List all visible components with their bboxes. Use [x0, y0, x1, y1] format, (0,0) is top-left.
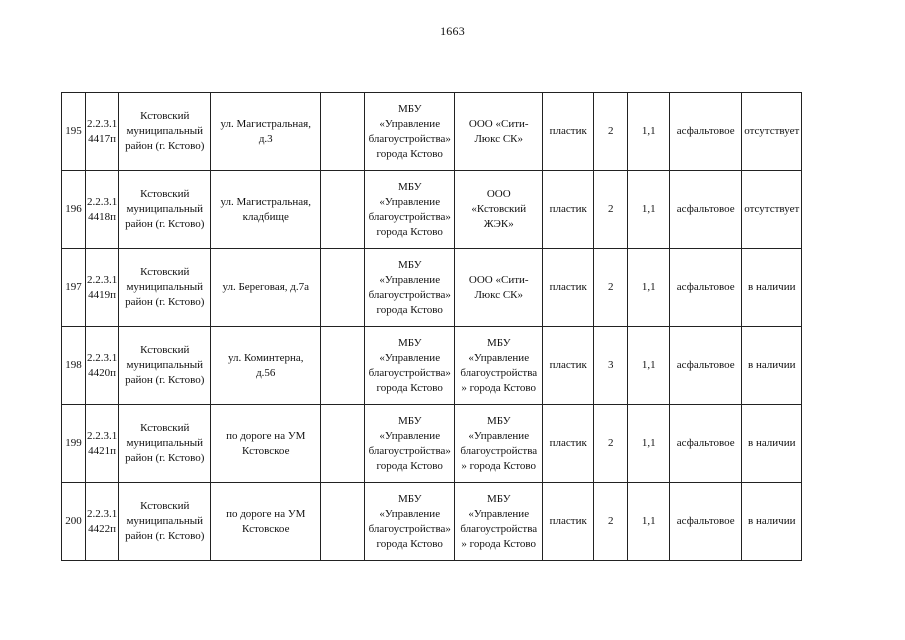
cell-owner-line: «Управление	[379, 507, 441, 520]
table-row	[62, 327, 802, 405]
table-row	[62, 171, 802, 249]
cell-organization	[455, 483, 543, 561]
cell-number: 196	[62, 171, 86, 249]
cell-surface: асфальтовое	[670, 405, 742, 483]
cell-address-line: д.56	[256, 366, 276, 379]
cell-address	[211, 171, 321, 249]
cell-number: 195	[62, 93, 86, 171]
cell-fence: отсутствует	[742, 171, 802, 249]
cell-surface: асфальтовое	[670, 93, 742, 171]
cell-district-line: Кстовский	[140, 344, 190, 356]
cell-number: 198	[62, 327, 86, 405]
cell-volume: 1,1	[628, 93, 670, 171]
cell-owner-line: «Управление	[379, 273, 441, 286]
cell-address-line: Кстовское	[242, 444, 290, 457]
cell-count: 2	[594, 249, 628, 327]
cell-owner-line: благоустройства»	[368, 210, 451, 223]
cell-code-line: 4422п	[88, 522, 117, 535]
cell-district-line: Кстовский	[140, 188, 190, 200]
cell-district-line: Кстовский	[140, 110, 190, 122]
cell-code-line: 4418п	[88, 210, 117, 223]
cell-owner-line: благоустройства»	[368, 366, 451, 379]
cell-organization-line: МБУ	[487, 336, 511, 349]
cell-organization-line: благоустройства	[460, 366, 538, 379]
cell-code	[86, 249, 119, 327]
cell-code-line: 2.2.3.1	[87, 507, 118, 520]
cell-organization	[455, 405, 543, 483]
cell-volume: 1,1	[628, 249, 670, 327]
cell-organization-line: «Управление	[468, 507, 530, 520]
cell-material: пластик	[543, 327, 594, 405]
cell-owner-line: благоустройства»	[368, 132, 451, 145]
cell-organization-line: » города Кстово	[461, 537, 537, 550]
cell-volume: 1,1	[628, 171, 670, 249]
cell-fence: в наличии	[742, 249, 802, 327]
registry-table-body	[62, 93, 802, 561]
cell-material: пластик	[543, 249, 594, 327]
cell-organization-line: ЖЭК»	[483, 218, 514, 230]
cell-volume: 1,1	[628, 405, 670, 483]
cell-volume: 1,1	[628, 327, 670, 405]
cell-code-line: 2.2.3.1	[87, 195, 118, 208]
cell-code	[86, 171, 119, 249]
cell-extra	[321, 327, 365, 405]
cell-code	[86, 93, 119, 171]
cell-extra	[321, 483, 365, 561]
cell-organization-line: ООО «Сити-	[468, 117, 529, 130]
cell-district-line: район (г. Кстово)	[125, 218, 205, 230]
cell-extra	[321, 249, 365, 327]
cell-district-line: Кстовский	[140, 266, 190, 278]
cell-address-line: ул. Магистральная,	[220, 195, 311, 208]
cell-address-line: ул. Береговая, д.7а	[222, 281, 310, 293]
cell-code-line: 4421п	[88, 444, 117, 457]
cell-owner-line: МБУ	[398, 336, 422, 349]
cell-address	[211, 483, 321, 561]
cell-organization-line: ООО	[486, 188, 511, 200]
cell-district	[119, 93, 211, 171]
cell-owner	[365, 483, 455, 561]
cell-code-line: 2.2.3.1	[87, 429, 118, 442]
cell-fence: в наличии	[742, 405, 802, 483]
cell-address-line: по дороге на УМ	[226, 507, 306, 520]
cell-owner-line: благоустройства»	[368, 444, 451, 457]
cell-district-line: муниципальный	[126, 203, 204, 215]
cell-surface: асфальтовое	[670, 249, 742, 327]
cell-organization-line: МБУ	[487, 414, 511, 427]
cell-district-line: район (г. Кстово)	[125, 452, 205, 464]
cell-district	[119, 171, 211, 249]
cell-number: 200	[62, 483, 86, 561]
cell-surface: асфальтовое	[670, 327, 742, 405]
cell-district-line: муниципальный	[126, 281, 204, 293]
cell-organization	[455, 171, 543, 249]
cell-district	[119, 249, 211, 327]
cell-owner-line: города Кстово	[376, 537, 443, 550]
cell-organization-line: «Управление	[468, 351, 530, 364]
cell-number: 197	[62, 249, 86, 327]
cell-district-line: муниципальный	[126, 515, 204, 527]
cell-owner-line: города Кстово	[376, 147, 443, 160]
cell-material: пластик	[543, 93, 594, 171]
cell-code-line: 4419п	[88, 288, 117, 301]
table-row	[62, 93, 802, 171]
cell-code-line: 4417п	[88, 132, 117, 145]
cell-owner-line: МБУ	[398, 180, 422, 193]
cell-address-line: ул. Магистральная,	[220, 117, 311, 130]
cell-owner	[365, 171, 455, 249]
cell-code	[86, 327, 119, 405]
cell-code-line: 2.2.3.1	[87, 351, 118, 364]
cell-district-line: Кстовский	[140, 500, 190, 512]
cell-count: 3	[594, 327, 628, 405]
cell-owner-line: города Кстово	[376, 225, 443, 238]
cell-address-line: ул. Коминтерна,	[227, 351, 304, 364]
page-number: 1663	[440, 24, 465, 38]
cell-organization-line: Люкс СК»	[474, 132, 524, 145]
cell-organization	[455, 249, 543, 327]
cell-owner	[365, 249, 455, 327]
cell-owner-line: МБУ	[398, 492, 422, 505]
cell-volume: 1,1	[628, 483, 670, 561]
cell-owner-line: МБУ	[398, 102, 422, 115]
cell-address-line: по дороге на УМ	[226, 429, 306, 442]
cell-organization-line: «Управление	[468, 429, 530, 442]
cell-owner-line: города Кстово	[376, 303, 443, 316]
cell-material: пластик	[543, 171, 594, 249]
cell-address	[211, 93, 321, 171]
cell-organization	[455, 93, 543, 171]
cell-organization	[455, 327, 543, 405]
cell-material: пластик	[543, 483, 594, 561]
cell-material: пластик	[543, 405, 594, 483]
cell-district-line: муниципальный	[126, 359, 204, 371]
cell-district-line: муниципальный	[126, 125, 204, 137]
cell-owner-line: города Кстово	[376, 381, 443, 394]
cell-extra	[321, 171, 365, 249]
cell-owner	[365, 327, 455, 405]
cell-district-line: муниципальный	[126, 437, 204, 449]
cell-fence: в наличии	[742, 483, 802, 561]
cell-extra	[321, 405, 365, 483]
cell-district-line: район (г. Кстово)	[125, 374, 205, 386]
cell-organization-line: благоустройства	[460, 444, 538, 457]
cell-code-line: 4420п	[88, 366, 117, 379]
cell-number: 199	[62, 405, 86, 483]
cell-organization-line: Люкс СК»	[474, 288, 524, 301]
cell-owner-line: МБУ	[398, 258, 422, 271]
cell-organization-line: » города Кстово	[461, 381, 537, 394]
cell-owner-line: МБУ	[398, 414, 422, 427]
cell-organization-line: благоустройства	[460, 522, 538, 535]
cell-organization-line: МБУ	[487, 492, 511, 505]
cell-organization-line: ООО «Сити-	[468, 273, 529, 286]
cell-code	[86, 483, 119, 561]
cell-district	[119, 327, 211, 405]
cell-owner-line: «Управление	[379, 351, 441, 364]
cell-owner-line: «Управление	[379, 117, 441, 130]
table-row	[62, 483, 802, 561]
cell-owner	[365, 405, 455, 483]
cell-organization-line: «Кстовский	[471, 203, 527, 215]
cell-code-line: 2.2.3.1	[87, 273, 118, 286]
cell-extra	[321, 93, 365, 171]
cell-count: 2	[594, 405, 628, 483]
cell-district-line: Кстовский	[140, 422, 190, 434]
cell-district-line: район (г. Кстово)	[125, 296, 205, 308]
cell-address	[211, 405, 321, 483]
cell-owner	[365, 93, 455, 171]
cell-fence: в наличии	[742, 327, 802, 405]
table-row	[62, 405, 802, 483]
cell-count: 2	[594, 93, 628, 171]
table-row	[62, 249, 802, 327]
cell-code	[86, 405, 119, 483]
cell-owner-line: «Управление	[379, 195, 441, 208]
cell-fence: отсутствует	[742, 93, 802, 171]
cell-organization-line: » города Кстово	[461, 459, 537, 472]
cell-district-line: район (г. Кстово)	[125, 530, 205, 542]
cell-address	[211, 249, 321, 327]
registry-table	[61, 92, 802, 561]
cell-address-line: Кстовское	[242, 522, 290, 535]
cell-district	[119, 483, 211, 561]
cell-district	[119, 405, 211, 483]
cell-surface: асфальтовое	[670, 171, 742, 249]
cell-surface: асфальтовое	[670, 483, 742, 561]
cell-address	[211, 327, 321, 405]
cell-owner-line: города Кстово	[376, 459, 443, 472]
cell-owner-line: благоустройства»	[368, 288, 451, 301]
cell-address-line: д.3	[258, 132, 273, 145]
cell-owner-line: «Управление	[379, 429, 441, 442]
cell-count: 2	[594, 171, 628, 249]
cell-address-line: кладбище	[242, 210, 289, 223]
cell-owner-line: благоустройства»	[368, 522, 451, 535]
cell-count: 2	[594, 483, 628, 561]
cell-district-line: район (г. Кстово)	[125, 140, 205, 152]
cell-code-line: 2.2.3.1	[87, 117, 118, 130]
